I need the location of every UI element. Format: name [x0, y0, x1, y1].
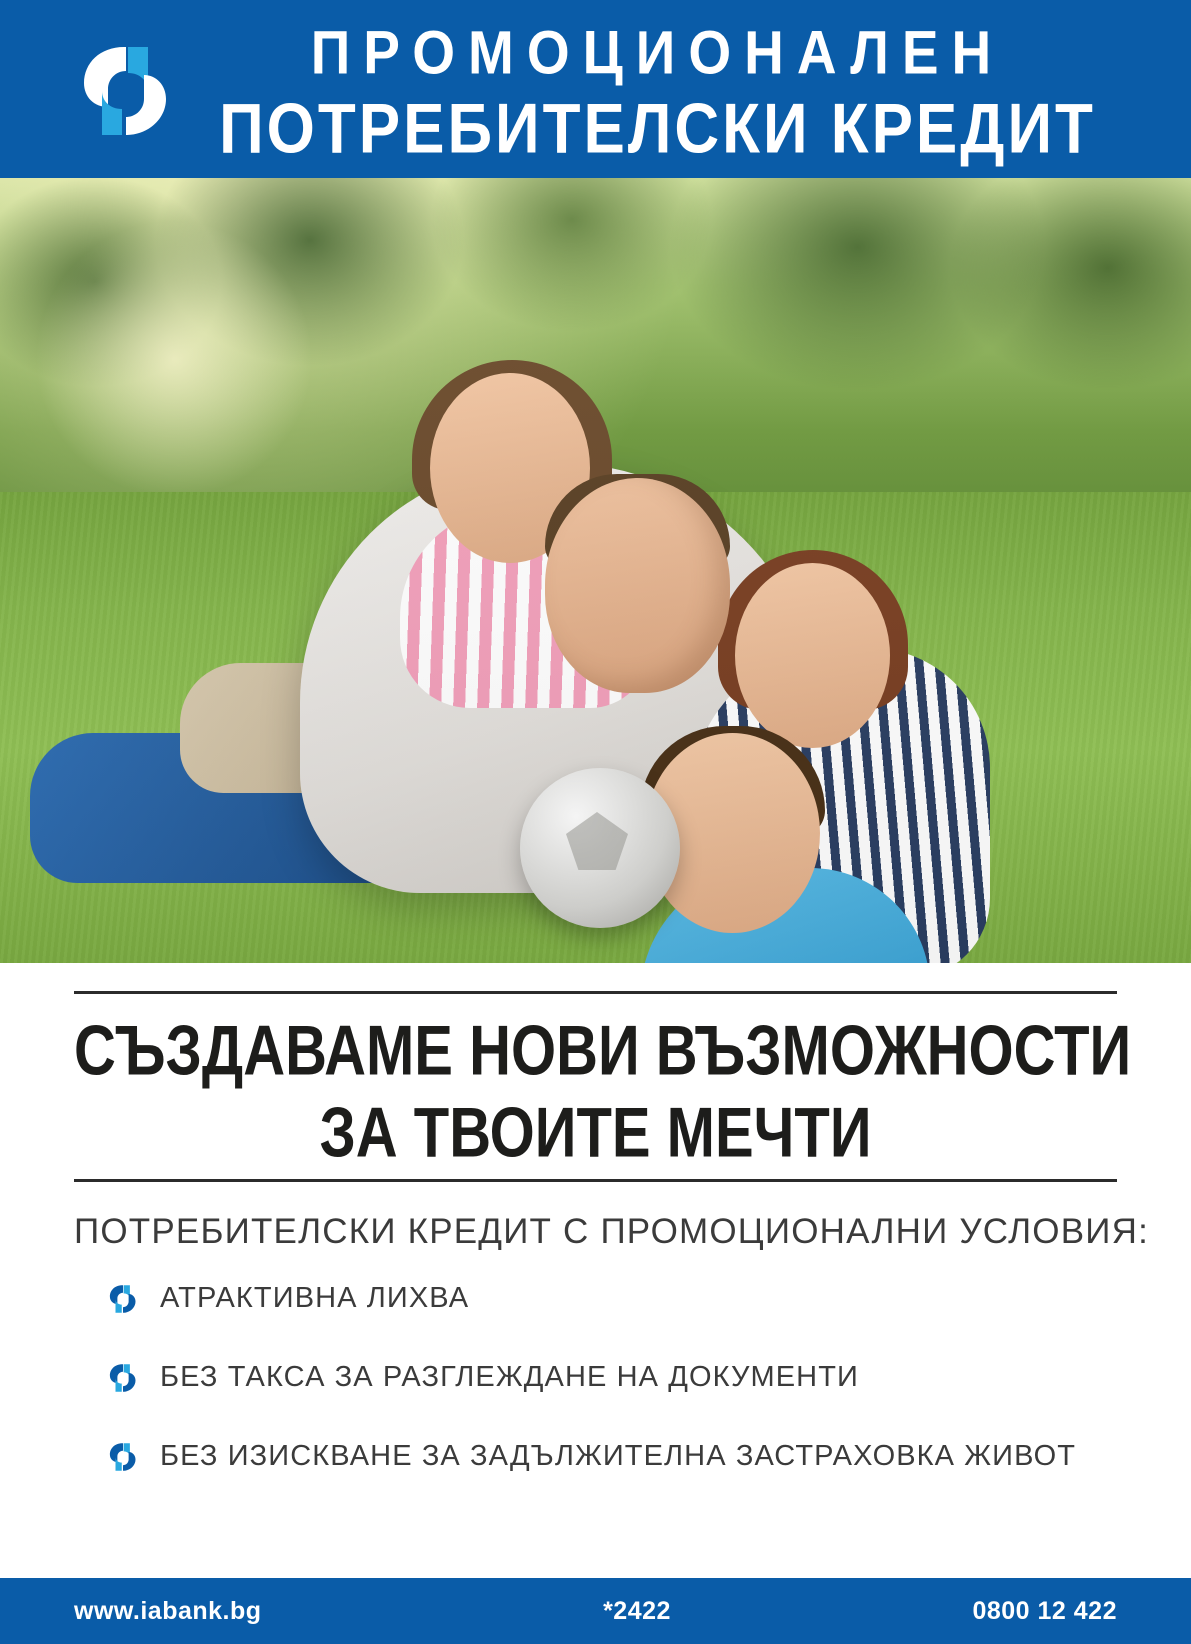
benefit-label: АТРАКТИВНА ЛИХВА: [160, 1282, 470, 1315]
header-title-line2: ПОТРЕБИТЕЛСКИ КРЕДИТ: [219, 90, 1096, 169]
hero-photo: [0, 178, 1191, 963]
poster-content: [0, 963, 1191, 1578]
benefit-label: БЕЗ ИЗИСКВАНЕ ЗА ЗАДЪЛЖИТЕЛНА ЗАСТРАХОВКА ЖИВОТ: [160, 1440, 1077, 1473]
header-title-line1: ПРОМОЦИОНАЛЕН: [310, 17, 1005, 87]
list-item: [108, 1440, 1117, 1473]
footer-short-number[interactable]: *2422: [603, 1596, 671, 1625]
benefits-list: [74, 1276, 1117, 1473]
poster-footer: [0, 1578, 1191, 1644]
subheading: ПОТРЕБИТЕЛСКИ КРЕДИТ С ПРОМОЦИОНАЛНИ УСЛОВИЯ:: [74, 1212, 1150, 1252]
hero-overlay: [0, 178, 1191, 963]
footer-website[interactable]: www.iabank.bg: [74, 1596, 262, 1625]
headline-line-1: СЪЗДАВАМЕ НОВИ ВЪЗМОЖНОСТИ: [74, 1011, 1132, 1091]
ia-bank-bullet-icon: [108, 1284, 138, 1314]
header-title-block: [204, 17, 1191, 169]
footer-phone[interactable]: 0800 12 422: [972, 1596, 1117, 1625]
headline-line-2: ЗА ТВОИТЕ МЕЧТИ: [319, 1092, 872, 1172]
list-item: [108, 1282, 1117, 1315]
list-item: [108, 1361, 1117, 1394]
ia-bank-logo-icon: [78, 43, 174, 139]
poster-header: [0, 0, 1191, 178]
ia-bank-bullet-icon: [108, 1442, 138, 1472]
benefit-label: БЕЗ ТАКСА ЗА РАЗГЛЕЖДАНЕ НА ДОКУМЕНТИ: [160, 1361, 859, 1394]
page-title: [74, 994, 1132, 1188]
ia-bank-bullet-icon: [108, 1363, 138, 1393]
